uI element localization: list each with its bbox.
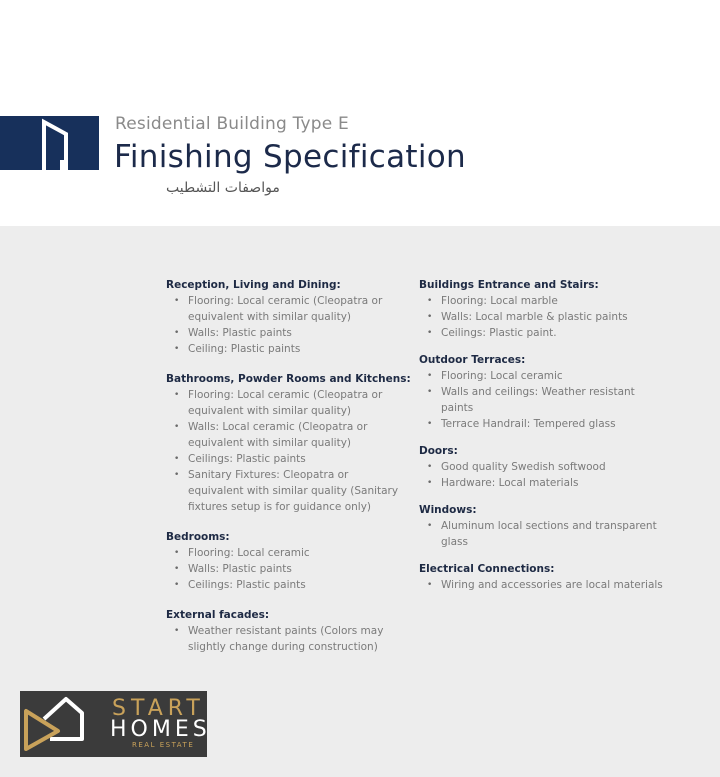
list-item: • Wiring and accessories are local materials xyxy=(419,577,669,593)
list-item: • Flooring: Local marble xyxy=(419,293,669,309)
list-item: • Aluminum local sections and transparent glass xyxy=(419,518,669,550)
brand-line-real-estate: REAL ESTATE xyxy=(132,741,195,749)
item-list xyxy=(419,293,669,341)
start-homes-logo xyxy=(20,691,211,757)
building-icon xyxy=(38,116,80,170)
section-title: Outdoor Terraces: xyxy=(419,354,526,366)
house-play-icon xyxy=(20,691,110,757)
list-item: • Good quality Swedish softwood xyxy=(419,459,669,475)
list-item: • Flooring: Local ceramic xyxy=(166,545,406,561)
section xyxy=(419,352,669,432)
building-logo xyxy=(0,116,99,170)
header-area xyxy=(0,0,720,226)
section-title: Windows: xyxy=(419,504,477,516)
section-title: Doors: xyxy=(419,445,458,457)
left-column xyxy=(166,277,411,669)
item-list xyxy=(419,459,669,491)
item-list xyxy=(166,293,406,357)
list-item: • Flooring: Local ceramic xyxy=(419,368,669,384)
section-title: External facades: xyxy=(166,609,270,621)
page-subtitle: Residential Building Type E xyxy=(115,114,350,134)
list-item: • Flooring: Local ceramic (Cleopatra or equivalent with similar quality) xyxy=(166,387,406,419)
list-item: • Sanitary Fixtures: Cleopatra or equivalent with similar quality (Sanitary fixtures setup is for guidance only) xyxy=(166,467,406,515)
right-column xyxy=(419,277,669,604)
arabic-title: مواصفات التشطيب xyxy=(166,180,280,196)
section-title: Bathrooms, Powder Rooms and Kitchens: xyxy=(166,373,411,385)
page-title: Finishing Specification xyxy=(114,139,466,175)
list-item: • Ceilings: Plastic paints xyxy=(166,451,406,467)
list-item: • Walls: Plastic paints xyxy=(166,561,406,577)
section xyxy=(166,371,411,515)
list-item: • Terrace Handrail: Tempered glass xyxy=(419,416,669,432)
section xyxy=(419,277,669,341)
list-item: • Walls: Plastic paints xyxy=(166,325,406,341)
list-item: • Hardware: Local materials xyxy=(419,475,669,491)
list-item: • Walls: Local marble & plastic paints xyxy=(419,309,669,325)
item-list xyxy=(419,518,669,550)
list-item: • Walls and ceilings: Weather resistant paints xyxy=(419,384,669,416)
list-item: • Ceilings: Plastic paints xyxy=(166,577,406,593)
item-list xyxy=(166,623,406,655)
section xyxy=(166,529,406,593)
section xyxy=(166,277,406,357)
list-item: • Ceilings: Plastic paint. xyxy=(419,325,669,341)
section xyxy=(419,561,669,593)
section-title: Reception, Living and Dining: xyxy=(166,279,341,291)
item-list xyxy=(419,577,669,593)
brand-line-homes: HOMES xyxy=(110,717,211,742)
section-title: Bedrooms: xyxy=(166,531,230,543)
item-list xyxy=(419,368,669,432)
list-item: • Flooring: Local ceramic (Cleopatra or equivalent with similar quality) xyxy=(166,293,406,325)
item-list xyxy=(166,387,406,515)
list-item: • Ceiling: Plastic paints xyxy=(166,341,406,357)
section xyxy=(419,502,669,550)
section-title: Electrical Connections: xyxy=(419,563,555,575)
section xyxy=(419,443,669,491)
list-item: • Weather resistant paints (Colors may slightly change during construction) xyxy=(166,623,406,655)
section xyxy=(166,607,406,655)
section-title: Buildings Entrance and Stairs: xyxy=(419,279,599,291)
brand-line-start: START xyxy=(112,696,205,721)
list-item: • Walls: Local ceramic (Cleopatra or equivalent with similar quality) xyxy=(166,419,406,451)
item-list xyxy=(166,545,406,593)
